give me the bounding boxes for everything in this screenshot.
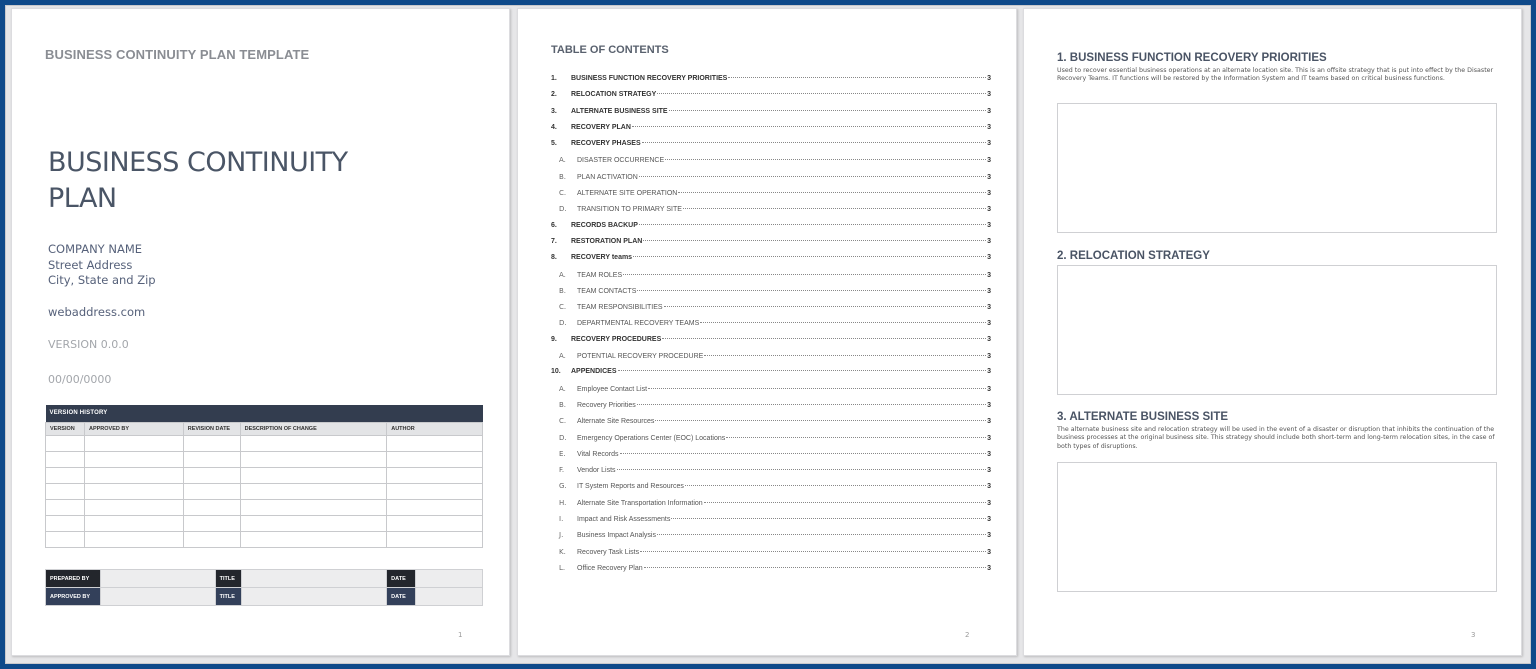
toc-entry-label: RELOCATION STRATEGY — [571, 91, 657, 99]
toc-entry-number: F. — [559, 466, 565, 475]
toc-entry-number: L. — [559, 563, 566, 572]
toc-leader-dots — [617, 469, 987, 470]
column-header-version: VERSION — [46, 422, 85, 435]
table-cell[interactable] — [387, 483, 483, 499]
company-info — [48, 242, 156, 289]
toc-entry-label: Alternate Site Resources — [577, 418, 655, 426]
page-sections — [1023, 8, 1522, 656]
section-title-alternate-site: 3. ALTERNATE BUSINESS SITE — [1057, 411, 1229, 423]
page-cover — [11, 8, 510, 656]
toc-entry[interactable] — [551, 91, 991, 107]
section-input-alternate-site[interactable] — [1057, 462, 1497, 592]
toc-entry-page: 3 — [987, 564, 991, 572]
table-cell[interactable] — [387, 499, 483, 515]
toc-entry-label: PLAN ACTIVATION — [577, 173, 638, 181]
toc-entry-label: RECOVERY teams — [571, 254, 633, 262]
toc-entry[interactable] — [551, 319, 991, 335]
prepared-by-field[interactable] — [100, 570, 215, 588]
toc-entry[interactable] — [551, 124, 991, 140]
toc-entry-page: 3 — [987, 75, 991, 82]
toc-entry-page: 3 — [987, 91, 991, 99]
section-title-relocation-strategy: 2. RELOCATION STRATEGY — [1057, 250, 1210, 262]
toc-entry-number: B. — [559, 286, 567, 295]
toc-entry-page: 3 — [987, 320, 991, 328]
table-cell[interactable] — [84, 467, 183, 483]
toc-entry-page: 3 — [987, 335, 991, 343]
toc-entry-number: K. — [559, 547, 566, 556]
toc-entry-label: Vendor Lists — [577, 467, 616, 475]
toc-entry-label: Recovery Priorities — [577, 401, 636, 409]
toc-entry-label: TEAM ROLES — [577, 271, 623, 279]
toc-entry-page: 3 — [987, 516, 991, 524]
toc-entry-label: POTENTIAL RECOVERY PROCEDURE — [577, 353, 704, 361]
toc-entry-page: 3 — [987, 548, 991, 556]
toc-entry[interactable] — [551, 515, 991, 531]
table-cell[interactable] — [387, 515, 483, 531]
section-input-business-function[interactable] — [1057, 103, 1497, 233]
toc-entry[interactable] — [551, 548, 991, 564]
table-cell[interactable] — [240, 435, 387, 451]
toc-entry-page: 3 — [987, 353, 991, 361]
toc-entry[interactable] — [551, 205, 991, 221]
toc-entry-label: Emergency Operations Center (EOC) Locations — [577, 434, 726, 442]
table-row — [46, 531, 483, 547]
toc-entry-page: 3 — [987, 304, 991, 312]
toc-entry-number: D. — [559, 319, 567, 328]
toc-entry[interactable] — [551, 417, 991, 433]
toc-leader-dots — [657, 93, 986, 94]
approved-by-row — [46, 588, 483, 606]
toc-leader-dots — [620, 453, 987, 454]
table-cell[interactable] — [84, 483, 183, 499]
table-row — [46, 435, 483, 451]
table-cell[interactable] — [240, 483, 387, 499]
table-cell[interactable] — [240, 499, 387, 515]
toc-leader-dots — [637, 290, 986, 291]
toc-entry-page: 3 — [987, 123, 991, 131]
version-history-caption: VERSION HISTORY — [46, 405, 483, 422]
toc-leader-dots — [685, 485, 986, 486]
table-cell[interactable] — [84, 435, 183, 451]
toc-leader-dots — [632, 126, 986, 127]
toc-entry-number: 8. — [551, 254, 557, 262]
toc-entry[interactable] — [551, 401, 991, 417]
table-cell[interactable] — [46, 531, 85, 547]
version-label: VERSION 0.0.0 — [48, 338, 129, 351]
toc-entry-page: 3 — [987, 254, 991, 262]
toc-leader-dots — [678, 192, 986, 193]
table-row — [46, 467, 483, 483]
toc-entry-page: 3 — [987, 401, 991, 409]
table-cell[interactable] — [240, 531, 387, 547]
prepared-title-field[interactable] — [241, 570, 387, 588]
toc-entry-label: DISASTER OCCURRENCE — [577, 157, 665, 165]
table-cell[interactable] — [84, 451, 183, 467]
toc-entry-number: 1. — [551, 75, 557, 82]
city-state-zip: City, State and Zip — [48, 273, 156, 287]
toc-leader-dots — [704, 355, 986, 356]
toc-entry-label: Business Impact Analysis — [577, 532, 656, 540]
toc-entry[interactable] — [551, 434, 991, 450]
toc-leader-dots — [657, 534, 986, 535]
toc-entry[interactable] — [551, 564, 991, 580]
web-address: webaddress.com — [48, 305, 146, 319]
toc-entry-number: E. — [559, 449, 566, 458]
section-input-relocation-strategy[interactable] — [1057, 265, 1497, 395]
document-title: BUSINESS CONTINUITY PLAN — [48, 147, 348, 214]
toc-entry-label: DEPARTMENTAL RECOVERY TEAMS — [577, 320, 700, 328]
table-row — [46, 483, 483, 499]
toc-entry-label: Alternate Site Transportation Information — [577, 499, 703, 507]
prepared-by-label: PREPARED BY — [46, 570, 101, 588]
column-header-revision-date: REVISION DATE — [183, 422, 240, 435]
toc-entry[interactable] — [551, 173, 991, 189]
table-cell[interactable] — [387, 531, 483, 547]
version-history-table — [45, 405, 483, 548]
toc-entry-page: 3 — [987, 483, 991, 491]
approved-date-field[interactable] — [416, 588, 483, 606]
toc-title: TABLE OF CONTENTS — [551, 44, 669, 56]
table-cell[interactable] — [46, 499, 85, 515]
toc-entry-page: 3 — [987, 467, 991, 475]
toc-entry[interactable] — [551, 336, 991, 352]
toc-entry-number: A. — [559, 156, 566, 165]
table-cell[interactable] — [387, 467, 483, 483]
toc-leader-dots — [637, 404, 986, 405]
column-header-description: DESCRIPTION OF CHANGE — [240, 422, 387, 435]
toc-entry[interactable] — [551, 385, 991, 401]
table-cell[interactable] — [387, 451, 483, 467]
toc-entry[interactable] — [551, 466, 991, 482]
toc-leader-dots — [642, 142, 986, 143]
toc-leader-dots — [726, 437, 986, 438]
toc-entry-label: Vital Records — [577, 450, 619, 458]
toc-entry-number: D. — [559, 205, 567, 214]
toc-leader-dots — [662, 338, 986, 339]
toc-entry-label: Employee Contact List — [577, 385, 648, 393]
table-row — [46, 515, 483, 531]
toc-entry-number: 2. — [551, 91, 557, 99]
table-cell[interactable] — [84, 531, 183, 547]
toc-entry-label: TEAM CONTACTS — [577, 287, 637, 295]
toc-entry-number: B. — [559, 400, 567, 409]
date-label: 00/00/0000 — [48, 373, 112, 386]
toc-entry-label: TRANSITION TO PRIMARY SITE — [577, 206, 682, 214]
toc-entry[interactable] — [551, 531, 991, 547]
toc-leader-dots — [728, 77, 986, 78]
date-label: DATE — [387, 570, 416, 588]
toc-leader-dots — [623, 274, 986, 275]
toc-entry-page: 3 — [987, 107, 991, 115]
company-name: COMPANY NAME — [48, 242, 143, 256]
toc-entry-label: RESTORATION PLAN — [571, 237, 643, 245]
page-number: 1 — [458, 631, 463, 639]
toc-entry-label: RECOVERY PLAN — [571, 123, 631, 131]
toc-entry-page: 3 — [987, 418, 991, 426]
toc-entry[interactable] — [551, 499, 991, 515]
toc-entry[interactable] — [551, 352, 991, 368]
approved-by-field[interactable] — [100, 588, 215, 606]
toc-entry-page: 3 — [987, 434, 991, 442]
title-label: TITLE — [215, 588, 241, 606]
toc-leader-dots — [683, 208, 986, 209]
toc-leader-dots — [643, 240, 986, 241]
toc-entry-number: 9. — [551, 335, 557, 343]
toc-entry-page: 3 — [987, 140, 991, 148]
toc-entry[interactable] — [551, 287, 991, 303]
toc-entry-number: 7. — [551, 237, 557, 245]
approved-title-field[interactable] — [241, 588, 387, 606]
toc-entry-label: RECOVERY PROCEDURES — [571, 335, 662, 343]
table-cell[interactable] — [183, 451, 240, 467]
table-cell[interactable] — [240, 451, 387, 467]
toc-entry-page: 3 — [987, 450, 991, 458]
toc-entry[interactable] — [551, 238, 991, 254]
table-row — [46, 499, 483, 515]
toc-entry[interactable] — [551, 140, 991, 156]
toc-entry[interactable] — [551, 156, 991, 172]
toc-leader-dots — [640, 551, 986, 552]
toc-entry-page: 3 — [987, 190, 991, 198]
table-cell[interactable] — [46, 483, 85, 499]
table-cell[interactable] — [46, 451, 85, 467]
table-cell[interactable] — [183, 467, 240, 483]
toc-entry[interactable] — [551, 303, 991, 319]
toc-entry-number: A. — [559, 384, 566, 393]
toc-entry-number: I. — [559, 515, 564, 524]
template-header: BUSINESS CONTINUITY PLAN TEMPLATE — [45, 47, 310, 62]
table-row — [46, 451, 483, 467]
toc-entry-number: 3. — [551, 107, 557, 115]
toc-entry-label: IT System Reports and Resources — [577, 483, 684, 491]
table-cell[interactable] — [183, 435, 240, 451]
table-cell[interactable] — [387, 435, 483, 451]
toc-entry-number: 6. — [551, 221, 557, 229]
toc-entry[interactable] — [551, 189, 991, 205]
toc-entry-number: G. — [559, 482, 567, 491]
toc-entry-page: 3 — [987, 271, 991, 279]
toc-entry-label: APPENDICES — [571, 368, 617, 376]
page-table-of-contents — [517, 8, 1017, 656]
toc-entry-number: D. — [559, 433, 567, 442]
toc-entry-number: 5. — [551, 140, 557, 148]
toc-entry-page: 3 — [987, 287, 991, 295]
toc-entry[interactable] — [551, 222, 991, 238]
toc-entry-number: B. — [559, 172, 567, 181]
toc-entry[interactable] — [551, 482, 991, 498]
table-cell[interactable] — [183, 515, 240, 531]
toc-leader-dots — [671, 518, 986, 519]
page-number: 3 — [1471, 631, 1476, 639]
toc-entry[interactable] — [551, 271, 991, 287]
toc-entry-page: 3 — [987, 532, 991, 540]
street-address: Street Address — [48, 257, 133, 272]
table-cell[interactable] — [183, 483, 240, 499]
table-cell[interactable] — [183, 531, 240, 547]
toc-leader-dots — [655, 420, 986, 421]
table-cell[interactable] — [240, 515, 387, 531]
toc-leader-dots — [639, 176, 986, 177]
toc-entry-page: 3 — [987, 499, 991, 507]
table-cell[interactable] — [240, 467, 387, 483]
toc-entry-page: 3 — [987, 221, 991, 229]
toc-leader-dots — [648, 388, 986, 389]
section-description-alternate-site: The alternate business site and relocation strategy will be used in the event of a disaster or disruption that inhibits the continuation of the business processes at the original business site. This strategy should include both short-term and long-term relocation sites, in the case of both types of disruptions. — [1057, 426, 1495, 450]
table-cell[interactable] — [84, 515, 183, 531]
table-cell[interactable] — [183, 499, 240, 515]
approved-by-label: APPROVED BY — [46, 588, 101, 606]
date-label: DATE — [387, 588, 416, 606]
page-number: 2 — [965, 631, 970, 639]
toc-entry[interactable] — [551, 75, 991, 91]
toc-entry-page: 3 — [987, 173, 991, 181]
toc-entry-label: TEAM RESPONSIBILITIES — [577, 304, 663, 312]
toc-entry-number: C. — [559, 303, 567, 312]
toc-entry[interactable] — [551, 450, 991, 466]
toc-entry-number: H. — [559, 498, 567, 507]
toc-entry-number: 10. — [551, 368, 561, 376]
toc-entry[interactable] — [551, 368, 991, 384]
prepared-date-field[interactable] — [416, 570, 483, 588]
toc-entry-number: 4. — [551, 123, 557, 131]
table-cell[interactable] — [46, 515, 85, 531]
toc-entry-page: 3 — [987, 368, 991, 376]
column-header-approved-by: APPROVED BY — [84, 422, 183, 435]
title-label: TITLE — [215, 570, 241, 588]
toc-entry-label: Impact and Risk Assessments — [577, 516, 671, 524]
toc-entry[interactable] — [551, 108, 991, 124]
toc-leader-dots — [644, 567, 986, 568]
toc-leader-dots — [669, 110, 987, 111]
signature-table — [45, 569, 483, 606]
toc-entry-page: 3 — [987, 385, 991, 393]
toc-entry-number: J. — [559, 531, 564, 540]
toc-entry-label: ALTERNATE SITE OPERATION — [577, 190, 678, 198]
section-description-business-function: Used to recover essential business operations at an alternate location site. This is an offsite strategy that is put into effect by the Disaster Recovery Teams. IT functions will be restored by the Information System and IT teams based on critical business functions. — [1057, 67, 1494, 83]
toc-entry-page: 3 — [987, 206, 991, 214]
toc-leader-dots — [704, 502, 986, 503]
column-header-author: AUTHOR — [387, 422, 483, 435]
toc-leader-dots — [633, 256, 986, 257]
toc-entry-label: Recovery Task Lists — [577, 548, 640, 556]
section-title-business-function: 1. BUSINESS FUNCTION RECOVERY PRIORITIES — [1057, 52, 1327, 64]
toc-entry-label: RECORDS BACKUP — [571, 221, 638, 229]
toc-entry[interactable] — [551, 254, 991, 270]
toc-entry-label: Office Recovery Plan — [577, 564, 643, 572]
table-cell[interactable] — [84, 499, 183, 515]
toc-leader-dots — [618, 370, 987, 371]
toc-leader-dots — [639, 224, 986, 225]
toc-leader-dots — [700, 322, 986, 323]
prepared-by-row — [46, 570, 483, 588]
toc-entry-number: A. — [559, 270, 566, 279]
toc-list — [551, 75, 991, 580]
toc-entry-label: ALTERNATE BUSINESS SITE — [571, 107, 668, 115]
table-cell[interactable] — [46, 435, 85, 451]
toc-entry-number: C. — [559, 189, 567, 198]
toc-entry-label: RECOVERY PHASES — [571, 140, 641, 148]
toc-entry-number: C. — [559, 417, 567, 426]
toc-leader-dots — [664, 306, 987, 307]
table-cell[interactable] — [46, 467, 85, 483]
toc-entry-page: 3 — [987, 157, 991, 165]
toc-entry-page: 3 — [987, 237, 991, 245]
toc-entry-label: BUSINESS FUNCTION RECOVERY PRIORITIES — [571, 75, 728, 82]
toc-entry-number: A. — [559, 352, 566, 361]
toc-leader-dots — [665, 159, 986, 160]
